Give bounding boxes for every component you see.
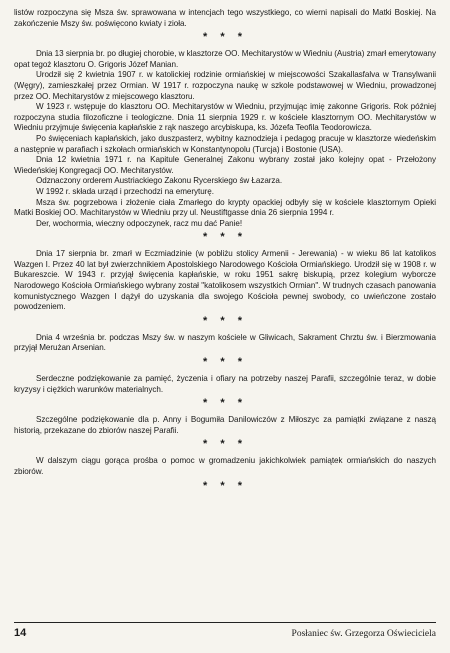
paragraph: Dnia 4 września br. podczas Mszy św. w naszym kościele w Gliwicach, Sakrament Chrztu św. i Bierzmowania przyjął Merużan Arsenian. bbox=[14, 332, 436, 353]
section-separator: * * * bbox=[203, 314, 247, 327]
paragraph: Odznaczony orderem Austriackiego Zakonu Rycerskiego św Łazarza. bbox=[36, 176, 283, 186]
journal-title: Posłaniec św. Grzegorza Oświeciciela bbox=[291, 629, 436, 639]
paragraph: Po święceniach kapłańskich, jako duszpasterz, wybitny kaznodzieja i pedagog pracuje w klasztorze wiedeńskim a następnie w parafiach i szkołach ormiańskich w Konstantynopolu (Turcja) i Bostonie (USA). bbox=[14, 133, 436, 154]
paragraph: Urodził się 2 kwietnia 1907 r. w katolickiej rodzinie ormiańskiej w miejscowości Szakallasfalva w Transylwanii (Węgry), zamieszkałej przez Ormian. W 1917 r. rozpoczyna naukę w szkole podstawowej w Wiedniu, prowadzonej przez OO. Mechitarystów z miejscowego klasztoru. bbox=[14, 70, 436, 101]
paragraph: W 1992 r. składa urząd i przechodzi na emeryturę. bbox=[36, 186, 214, 196]
section-separator: * * * bbox=[203, 438, 247, 451]
paragraph: Serdeczne podziękowanie za pamięć, życzenia i ofiary na potrzeby naszej Parafii, szczególnie teraz, w dobie kryzysy i ciężkich warunków materialnych. bbox=[14, 374, 436, 394]
paragraph: Szczególne podziękowanie dla p. Anny i Bogumiła Danilowiczów z Miłoszyc za pamiątki związane z naszą historią, przekazane do zbiorów naszej Parafii. bbox=[14, 415, 436, 435]
page-footer bbox=[14, 622, 436, 639]
section-separator: * * * bbox=[203, 479, 247, 492]
paragraph: Dnia 13 sierpnia br. po długiej chorobie, w klasztorze OO. Mechitarystów w Wiedniu (Austria) zmarł emerytowany opat tegoż klasztoru O. Grigoris Józef Manian. bbox=[14, 49, 436, 69]
paragraph: Der, wochormia, wieczny odpoczynek, racz mu dać Panie! bbox=[36, 218, 243, 228]
paragraph: W dalszym ciągu gorąca prośba o pomoc w gromadzeniu jakichkolwiek pamiątek ormiańskich do naszych zbiorów. bbox=[14, 456, 436, 476]
paragraph: Dnia 17 sierpnia br. zmarł w Eczmiadzinie (w pobliżu stolicy Armenii - Jerewania) - w wieku 86 lat katolikos Wazgen I. Przez 40 lat był zwierzchnikiem Apostolskiego Narodowego Kościoła Ormiańskiego. Urodził się w 1908 r. w Bukareszcie. W 1943 r. przyjął święcenia kapłańskie, w roku 1951 sakrę biskupią, przez kolegium wyborcze Narodowego Kościoła Ormiańskiego wybrany został "katolikosem wszystkich Ormian". W trudnych czasach panowania komunistycznego Wazgen I dążył do uzyskania dla swojego Kościoła pewnej swobody, co uwieńczone zostało powodzeniem. bbox=[14, 249, 436, 312]
paragraph: Dnia 12 kwietnia 1971 r. na Kapitule Generalnej Zakonu wybrany został jako kolejny opat - Przełożony Wiedeńskiej Kongregacji OO. Mechitarystów. bbox=[14, 155, 436, 175]
section-separator: * * * bbox=[203, 356, 247, 369]
paragraph: W 1923 r. wstępuje do klasztoru OO. Mechitarystów w Wiedniu, przyjmując imię zakonne Grigoris. Rok później rozpoczyna studia filozoficzne i teologiczne. Dnia 11 sierpnia 1929 r. w kościele klasztornym OO. Mechitarystów w Wiedniu przyjmuje święcenia kapłańskie z rąk naszego arcybiskupa, ks. Józefa Teofila Teodorowicza. bbox=[14, 102, 436, 133]
page-number: 14 bbox=[14, 627, 27, 639]
paragraph: Msza św. pogrzebowa i złożenie ciała Zmarłego do krypty opackiej odbyły się w kościele klasztornym Opieki Matki Boskiej OO. Machitarystów w Wiedniu przy ul. Neustiftgasse dnia 26 sierpnia 1994 r. bbox=[14, 197, 436, 218]
section-separator: * * * bbox=[203, 31, 247, 44]
article-body bbox=[14, 8, 436, 492]
section-separator: * * * bbox=[203, 397, 247, 410]
section-separator: * * * bbox=[203, 231, 247, 244]
paragraph: listów rozpoczyna się Msza św. sprawowana w intencjach tego wszystkiego, co wierni napisali do Matki Boskiej. Na zakończenie Mszy św. poświęcono kwiaty i zioła. bbox=[14, 8, 436, 28]
